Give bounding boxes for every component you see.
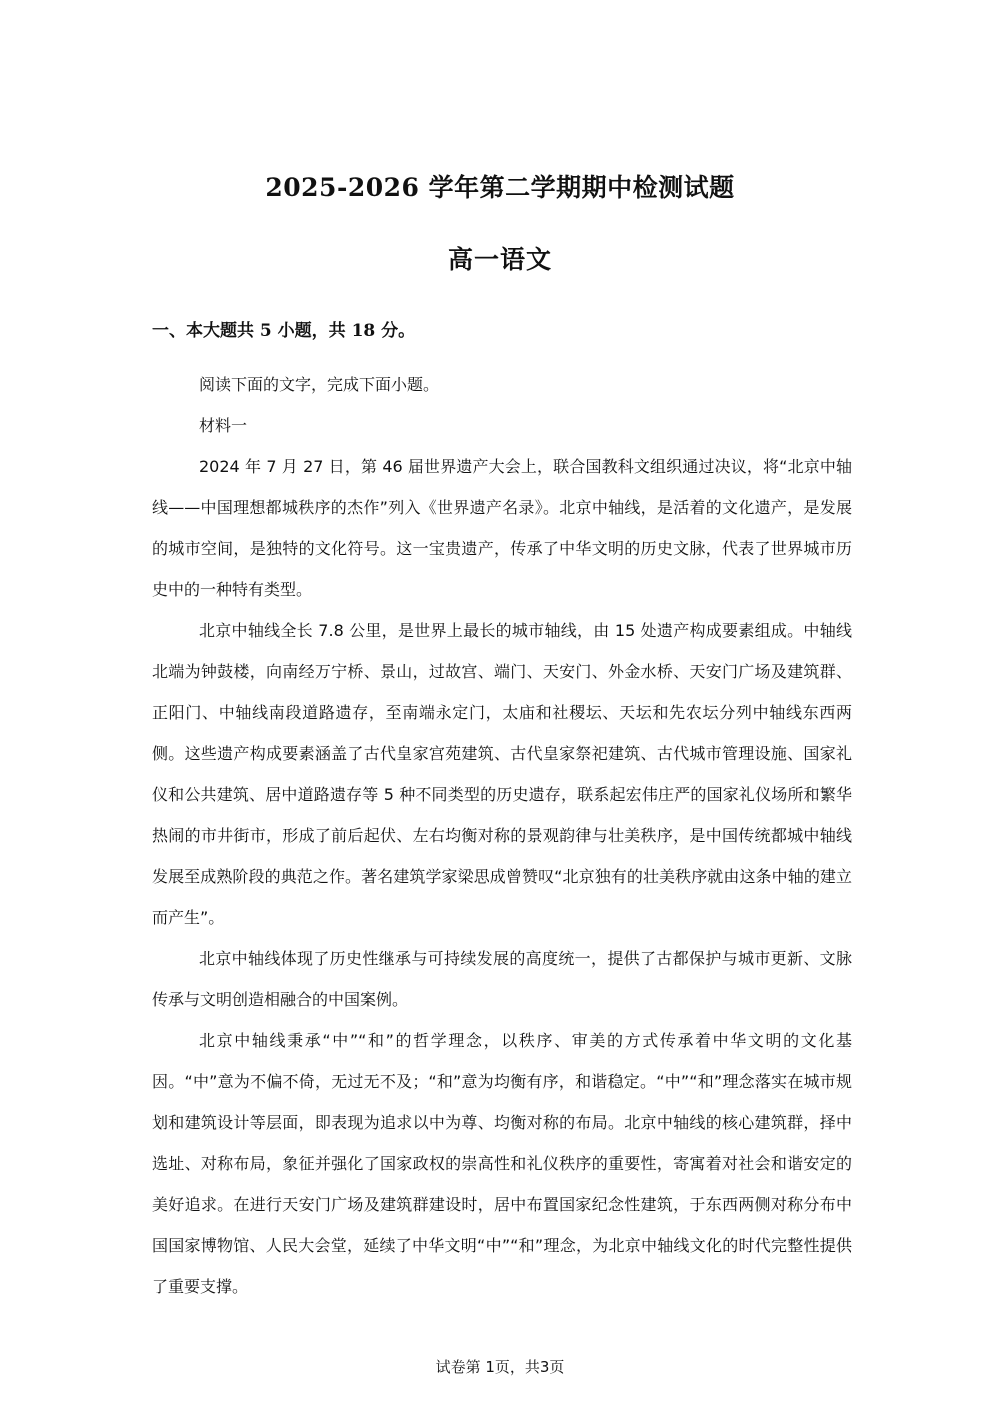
passage-paragraph: 北京中轴线秉承“中”“和”的哲学理念，以秩序、审美的方式传承着中华文明的文化基因。“中”意为不偏不倚，无过无不及；“和”意为均衡有序，和谐稳定。“中”“和”理念落实在城市规划和建筑设计等层面，即表现为追求以中为尊、均衡对称的布局。北京中轴线的核心建筑群，择中选址、对称布局，象征并强化了国家政权的崇高性和礼仪秩序的重要性，寄寓着对社会和谐安定的美好追求。在进行天安门广场及建筑群建设时，居中布置国家纪念性建筑，于东西两侧对称分布中国国家博物馆、人民大会堂，延续了中华文明“中”“和”理念，为北京中轴线文化的时代完整性提供了重要支撑。: [152, 1031, 852, 1296]
reading-passage: [152, 364, 852, 1307]
section-heading: 一、本大题共 5 小题，共 18 分。: [152, 321, 416, 341]
exam-title: 2025-2026 学年第二学期期中检测试题: [265, 173, 735, 202]
passage-paragraph: 北京中轴线体现了历史性继承与可持续发展的高度统一，提供了古都保护与城市更新、文脉传承与文明创造相融合的中国案例。: [152, 949, 852, 1009]
page-footer: 试卷第 1页，共3页: [435, 1358, 565, 1376]
material-label: 材料一: [199, 416, 248, 435]
passage-paragraph: 北京中轴线全长 7.8 公里，是世界上最长的城市轴线，由 15 处遗产构成要素组成。中轴线北端为钟鼓楼，向南经万宁桥、景山，过故宫、端门、天安门、外金水桥、天安门广场及建筑群、正阳门、中轴线南段道路遗存，至南端永定门，太庙和社稷坛、天坛和先农坛分列中轴线东西两侧。这些遗产构成要素涵盖了古代皇家宫苑建筑、古代皇家祭祀建筑、古代城市管理设施、国家礼仪和公共建筑、居中道路遗存等 5 种不同类型的历史遗存，联系起宏伟庄严的国家礼仪场所和繁华热闹的市井街市，形成了前后起伏、左右均衡对称的景观韵律与壮美秩序，是中国传统都城中轴线发展至成熟阶段的典范之作。著名建筑学家梁思成曾赞叹“北京独有的壮美秩序就由这条中轴的建立而产生”。: [152, 621, 852, 927]
exam-subject: 高一语文: [447, 245, 552, 274]
instruction-paragraph: 阅读下面的文字，完成下面小题。: [199, 375, 440, 394]
passage-paragraph: 2024 年 7 月 27 日，第 46 届世界遗产大会上，联合国教科文组织通过决议，将“北京中轴线——中国理想都城秩序的杰作”列入《世界遗产名录》。北京中轴线，是活着的文化遗产，是发展的城市空间，是独特的文化符号。这一宝贵遗产，传承了中华文明的历史文脉，代表了世界城市历史中的一种特有类型。: [152, 457, 852, 599]
